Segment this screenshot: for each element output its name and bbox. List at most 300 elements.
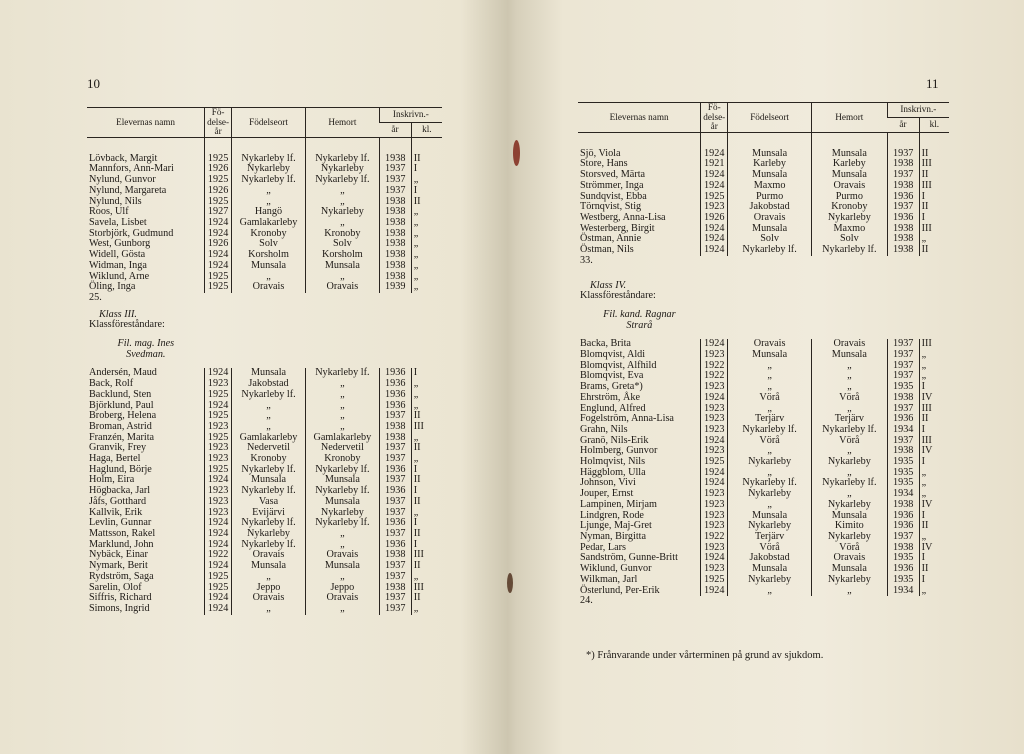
registration-year: 1937 [887,339,919,350]
home-town: Korsholm [305,250,379,261]
registration-class: „ [411,572,442,583]
birth-year: 1926 [205,239,232,250]
home-town: „ [305,197,379,208]
registration-class: I [411,486,442,497]
birthplace: Munsala [232,368,306,379]
student-name: Nybäck, Einar [89,549,148,561]
birth-year: 1925 [205,272,232,283]
birthplace: „ [728,586,812,597]
registration-class: II [411,443,442,454]
registration-class: IV [919,543,949,554]
birth-year: 1923 [205,497,232,508]
birthplace: Karleby [728,159,812,170]
student-name: Backa, Brita [580,338,631,350]
birthplace: Vasa [232,497,306,508]
home-town: „ [811,446,887,457]
registration-class: I [919,457,949,468]
birthplace: Nykarleby [728,457,812,468]
birthplace: „ [728,404,812,415]
birthplace: Purmo [728,192,812,203]
class-teacher-name: Fil. kand. Ragnar Strarå [603,308,676,331]
section-class-3 [87,368,442,614]
birth-year: 1925 [701,575,728,586]
col-header-name: Elevernas namn [578,103,701,133]
registration-class: „ [411,390,442,401]
birth-year: 1923 [205,508,232,519]
table-row [87,261,442,272]
student-name: Sarelin, Olof [89,581,142,593]
birth-year: 1924 [205,540,232,551]
birth-year: 1924 [701,478,728,489]
birthplace: Gamlakarleby [232,433,306,444]
home-town: Munsala [305,561,379,572]
registration-class: III [919,404,949,415]
registration-year: 1937 [887,132,919,159]
home-town: Kronoby [811,202,887,213]
registration-class: I [411,368,442,379]
birthplace: Oravais [232,550,306,561]
class-teacher-label: Klassföreståndare: [89,319,165,331]
table-row [87,497,442,508]
registration-year: 1939 [379,282,411,293]
student-name: Andersén, Maud [89,367,157,379]
birthplace: Nykarleby [232,529,306,540]
col-header-home: Hemort [811,103,887,133]
home-town: Nykarleby lf. [305,518,379,529]
home-town: Oravais [811,553,887,564]
birthplace: Jakobstad [232,379,306,390]
section-divider [578,256,949,340]
home-town: Munsala [305,475,379,486]
registration-class: „ [411,282,442,293]
registration-year: 1937 [379,411,411,422]
col-header-reg-class: kl. [411,122,442,137]
registration-class: I [411,164,442,175]
col-header-home: Hemort [305,108,379,138]
home-town: „ [305,186,379,197]
student-name: Mattsson, Rakel [89,527,156,539]
table-row [87,186,442,197]
home-town: Jeppo [305,583,379,594]
home-town: Nykarleby lf. [811,478,887,489]
student-name: Westerberg, Birgit [580,222,655,234]
registration-year: 1937 [379,572,411,583]
birthplace: Nykarleby lf. [728,245,812,256]
registration-year: 1937 [379,443,411,454]
student-name: Östman, Annie [580,233,642,245]
home-town: „ [811,468,887,479]
birthplace: Nykarleby lf. [728,478,812,489]
student-name: Nymark, Berit [89,560,148,572]
registration-year: 1936 [887,564,919,575]
birth-year: 1923 [701,511,728,522]
registration-year: 1938 [379,229,411,240]
student-name: Pedar, Lars [580,541,626,553]
home-town: „ [305,218,379,229]
birthplace: Korsholm [232,250,306,261]
birth-year: 1924 [205,518,232,529]
birth-year: 1925 [205,390,232,401]
class-teacher-name: Fil. mag. Ines Svedman. [117,338,175,360]
registration-class: II [919,414,949,425]
student-name: Storsved, Märta [580,169,646,181]
registration-year: 1935 [887,575,919,586]
student-name: Johnson, Vivi [580,477,636,489]
birth-year: 1923 [701,382,728,393]
registration-year: 1937 [379,508,411,519]
registration-class: „ [411,218,442,229]
table-row [87,604,442,615]
birthplace: Oravais [728,339,812,350]
home-town: „ [305,529,379,540]
registration-year: 1937 [379,604,411,615]
home-town: Solv [811,234,887,245]
student-name: Kallvik, Erik [89,506,143,518]
registration-class: II [919,564,949,575]
birthplace: Vörå [728,393,812,404]
student-name: Högbacka, Jarl [89,485,151,497]
right-page [512,0,1024,754]
birth-year: 1922 [701,371,728,382]
birth-year: 1924 [701,181,728,192]
home-town: Kimito [811,521,887,532]
home-town: Vörå [811,436,887,447]
birth-year: 1921 [701,159,728,170]
footnote: *) Frånvarande under vårterminen på grund av sjukdom. [586,650,824,661]
birth-year: 1925 [205,197,232,208]
registration-class: I [411,518,442,529]
birthplace: Munsala [232,261,306,272]
student-name: Store, Hans [580,158,628,170]
birth-year: 1924 [205,475,232,486]
home-town: Oravais [305,593,379,604]
registration-class: I [411,186,442,197]
birth-year: 1923 [701,202,728,213]
registration-class: II [919,132,949,159]
birthplace: „ [728,500,812,511]
student-name: Öling, Inga [89,281,136,293]
birth-year: 1923 [701,500,728,511]
col-header-birthyear: Fö- delse- år [205,108,232,138]
birth-year: 1924 [205,593,232,604]
home-town: „ [811,371,887,382]
birth-year: 1925 [205,433,232,444]
home-town: „ [305,540,379,551]
registration-class: „ [919,468,949,479]
birth-year: 1925 [205,282,232,293]
birth-year: 1925 [205,411,232,422]
birth-year: 1924 [701,586,728,597]
student-count: 24. [580,595,593,607]
registration-year: 1938 [379,218,411,229]
student-name: Haga, Bertel [89,453,141,465]
birth-year: 1923 [701,404,728,415]
birthplace: Jakobstad [728,553,812,564]
registration-year: 1936 [379,390,411,401]
student-name: Back, Rolf [89,378,134,390]
home-town: Nykarleby [811,457,887,468]
birthplace: Munsala [232,475,306,486]
registration-year: 1938 [379,137,411,164]
registration-class: „ [919,361,949,372]
birthplace: Munsala [728,511,812,522]
registration-year: 1938 [379,272,411,283]
student-name: Marklund, John [89,538,154,550]
student-name: Storbjörk, Gudmund [89,227,174,239]
home-town: Munsala [305,261,379,272]
registration-year: 1936 [887,511,919,522]
student-name: Brams, Greta*) [580,381,643,393]
home-town: Nykarleby lf. [305,368,379,379]
registration-year: 1937 [379,529,411,540]
student-name: Sjö, Viola [580,147,621,159]
registration-class: I [411,465,442,476]
registration-class: II [411,411,442,422]
registration-year: 1938 [887,159,919,170]
col-header-birthyear: Fö- delse- år [701,103,728,133]
birth-year: 1923 [701,564,728,575]
registration-class: „ [411,261,442,272]
birth-year: 1925 [205,175,232,186]
birthplace: Munsala [232,561,306,572]
page-number: 10 [87,76,100,91]
col-header-registration: Inskrivn.- [379,108,442,123]
table-row [87,137,442,164]
birthplace: Nykarleby lf. [728,425,812,436]
registration-year: 1936 [379,540,411,551]
student-name: Nylund, Margareta [89,184,167,196]
birth-year: 1923 [701,414,728,425]
home-town: Nykarleby lf. [305,137,379,164]
birthplace: Munsala [728,350,812,361]
birthplace: „ [232,411,306,422]
registration-class: II [411,593,442,604]
registration-class: III [919,159,949,170]
registration-year: 1934 [887,425,919,436]
registration-year: 1935 [887,382,919,393]
home-town: Kronoby [305,454,379,465]
class-heading: Klass III. [99,308,137,320]
registration-year: 1934 [887,586,919,597]
birth-year: 1924 [701,436,728,447]
registration-year: 1934 [887,489,919,500]
home-town: Munsala [811,511,887,522]
registration-class: „ [919,478,949,489]
home-town: Nedervetil [305,443,379,454]
birthplace: Solv [232,239,306,250]
birthplace: Solv [728,234,812,245]
birth-year: 1924 [701,468,728,479]
birthplace: Nykarleby lf. [232,486,306,497]
home-town: Terjärv [811,414,887,425]
home-town: Oravais [305,550,379,561]
student-name: Grahn, Nils [580,423,628,435]
birthplace: „ [232,197,306,208]
registration-class: IV [919,500,949,511]
student-name: Rydström, Saga [89,570,154,582]
student-name: Englund, Alfred [580,402,646,414]
registration-year: 1938 [887,500,919,511]
registration-year: 1938 [887,393,919,404]
section-class-3-cont [578,132,949,256]
birthplace: Oravais [728,213,812,224]
table-row [578,500,949,511]
home-town: „ [811,382,887,393]
birth-year: 1925 [701,192,728,203]
col-header-name: Elevernas namn [87,108,205,138]
home-town: Nykarleby lf. [811,245,887,256]
home-town: „ [305,379,379,390]
student-count: 25. [89,291,102,303]
birthplace: Nykarleby lf. [232,175,306,186]
registration-year: 1935 [887,478,919,489]
table-row [578,245,949,256]
birth-year: 1923 [205,379,232,390]
registration-year: 1937 [887,436,919,447]
registration-class: I [919,425,949,436]
table-row [87,282,442,293]
birthplace: Munsala [728,170,812,181]
student-name: Blomqvist, Eva [580,370,644,382]
birth-year: 1924 [205,261,232,272]
registration-class: III [919,224,949,235]
registration-class: „ [919,371,949,382]
birth-year: 1923 [701,521,728,532]
registration-year: 1938 [887,181,919,192]
table-row [578,575,949,586]
registration-class: „ [411,508,442,519]
birthplace: Nedervetil [232,443,306,454]
birth-year: 1924 [205,250,232,261]
registration-class: II [411,561,442,572]
student-name: Holm, Eira [89,474,135,486]
birth-year: 1923 [205,486,232,497]
birth-year: 1924 [205,229,232,240]
birth-year: 1925 [205,465,232,476]
registration-year: 1936 [887,521,919,532]
birth-year: 1923 [205,443,232,454]
birth-year: 1924 [205,401,232,412]
registration-year: 1937 [887,404,919,415]
table-row [578,181,949,192]
home-town: „ [305,411,379,422]
birth-year: 1924 [701,339,728,350]
registration-class: II [411,137,442,164]
birthplace: „ [728,468,812,479]
registration-class: II [411,475,442,486]
birthplace: Maxmo [728,181,812,192]
registration-year: 1937 [379,186,411,197]
registration-year: 1937 [887,170,919,181]
registration-year: 1937 [887,532,919,543]
registration-class: „ [411,433,442,444]
student-name: Sandström, Gunne-Britt [580,552,678,564]
home-town: Nykarleby [811,532,887,543]
registration-year: 1936 [379,465,411,476]
birth-year: 1923 [701,543,728,554]
registration-year: 1937 [887,371,919,382]
student-table [87,107,442,615]
registration-year: 1938 [887,446,919,457]
registration-class: „ [411,272,442,283]
birth-year: 1922 [701,532,728,543]
birthplace: Oravais [232,593,306,604]
registration-class: II [411,529,442,540]
home-town: Gamlakarleby [305,433,379,444]
birthplace: „ [728,361,812,372]
birthplace: „ [232,272,306,283]
home-town: „ [811,489,887,500]
student-name: Savela, Lisbet [89,217,147,228]
ink-stain-mark [513,140,520,166]
home-town: Nykarleby lf. [305,465,379,476]
registration-class: „ [919,586,949,597]
home-town: Nykarleby lf. [305,175,379,186]
birth-year: 1924 [701,234,728,245]
birthplace: „ [232,572,306,583]
registration-year: 1937 [379,475,411,486]
registration-class: „ [411,229,442,240]
registration-class: „ [411,175,442,186]
registration-year: 1938 [379,550,411,561]
class-heading: Klass IV. [590,279,627,291]
table-row [578,132,949,159]
registration-class: III [411,583,442,594]
birth-year: 1924 [701,132,728,159]
student-name: Sundqvist, Ebba [580,190,647,202]
home-town: „ [305,422,379,433]
birthplace: Kronoby [232,454,306,465]
birthplace: Munsala [728,224,812,235]
birth-year: 1926 [205,164,232,175]
student-name: Lindgren, Rode [580,509,644,521]
student-name: Widell, Gösta [89,249,146,261]
registration-class: IV [919,393,949,404]
birth-year: 1925 [701,457,728,468]
registration-year: 1937 [379,175,411,186]
home-town: Maxmo [811,224,887,235]
registration-year: 1936 [887,414,919,425]
student-name: Lövback, Margit [89,152,158,164]
birth-year: 1924 [701,245,728,256]
registration-year: 1938 [379,207,411,218]
student-name: Nyman, Birgitta [580,530,647,542]
registration-year: 1938 [379,250,411,261]
student-name: Mannfors, Ann-Mari [89,163,174,175]
birth-year: 1924 [205,561,232,572]
student-name: Jåfs, Gotthard [89,495,147,507]
birthplace: „ [232,604,306,615]
birth-year: 1924 [701,553,728,564]
student-name: Levlin, Gunnar [89,517,152,529]
student-name: Björklund, Paul [89,399,154,411]
col-header-reg-year: år [379,122,411,137]
home-town: Nykarleby [811,213,887,224]
birth-year: 1925 [205,572,232,583]
registration-class: IV [919,446,949,457]
registration-class: III [919,436,949,447]
home-town: Nykarleby lf. [305,486,379,497]
home-town: „ [305,390,379,401]
birth-year: 1922 [701,361,728,372]
birthplace: Evijärvi [232,508,306,519]
registration-year: 1937 [379,593,411,604]
registration-class: II [411,197,442,208]
home-town: „ [305,272,379,283]
registration-class: „ [411,250,442,261]
home-town: Munsala [305,497,379,508]
student-name: Holmqvist, Nils [580,456,646,468]
